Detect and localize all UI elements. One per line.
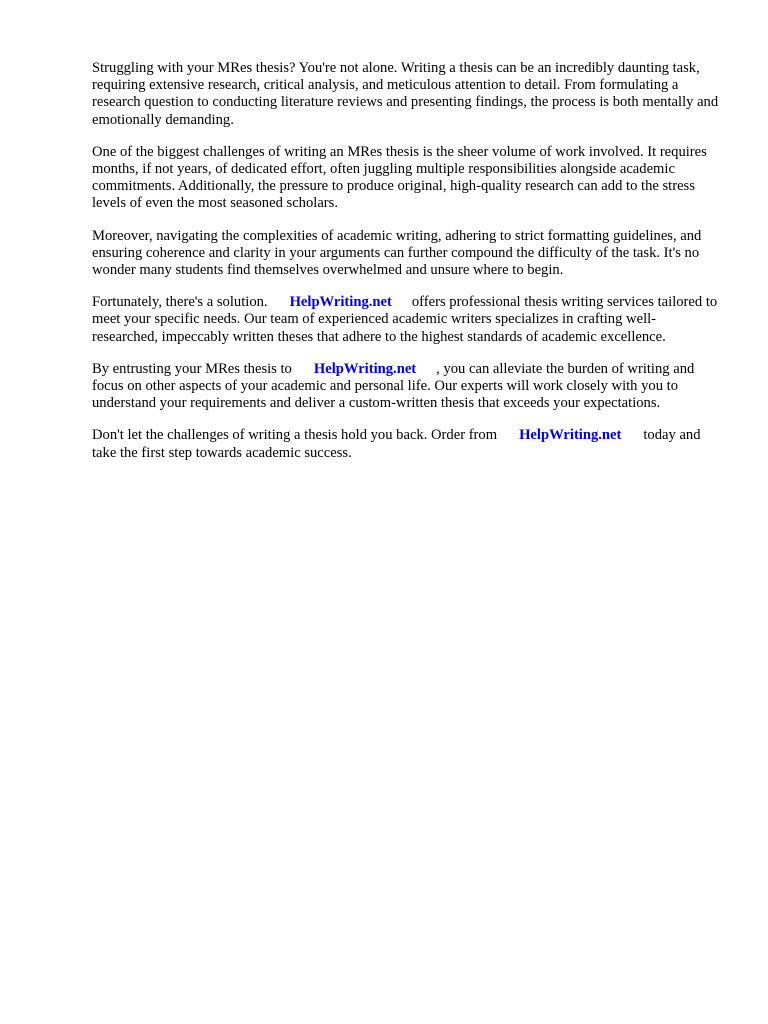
paragraph-entrusting xyxy=(92,361,722,413)
paragraph-solution xyxy=(92,294,722,346)
paragraph-cta-lead: Don't let the challenges of writing a thesis hold you back. Order from xyxy=(92,427,498,444)
helpwriting-link[interactable]: HelpWriting.net xyxy=(289,294,392,311)
paragraph-solution-lead: Fortunately, there's a solution. xyxy=(92,294,268,311)
helpwriting-link[interactable]: HelpWriting.net xyxy=(519,427,622,444)
paragraph-cta-rest: today and take the first step towards academic success. xyxy=(92,427,701,461)
paragraph-complexities: Moreover, navigating the complexities of academic writing, adhering to strict formatting guidelines, and ensuring coherence and clarity in your arguments can further compound the difficulty of the task. It's no wonder many students find themselves overwhelmed and unsure where to begin. xyxy=(92,227,702,279)
paragraph-intro: Struggling with your MRes thesis? You're not alone. Writing a thesis can be an incredibly daunting task, requiring extensive research, critical analysis, and meticulous attention to detail. From formulating a research question to conducting literature reviews and presenting findings, the process is both mentally and emotionally demanding. xyxy=(92,60,719,128)
paragraph-call-to-action xyxy=(92,427,722,461)
document-body xyxy=(92,60,722,477)
paragraph-challenges: One of the biggest challenges of writing an MRes thesis is the sheer volume of work involved. It requires months, if not years, of dedicated effort, often juggling multiple responsibilities alongside academic commitments. Additionally, the pressure to produce original, high-quality research can add to the stress levels of even the most seasoned scholars. xyxy=(92,143,707,212)
paragraph-solution-rest: offers professional thesis writing services tailored to meet your specific needs. Our team of experienced academic writers specializes in crafting well-researched, impeccably written theses that adhere to the highest standards of academic excellence. xyxy=(92,294,718,345)
helpwriting-link[interactable]: HelpWriting.net xyxy=(313,360,417,377)
paragraph-entrusting-lead: By entrusting your MRes thesis to xyxy=(92,360,292,377)
paragraph-entrusting-rest: , you can alleviate the burden of writing and focus on other aspects of your academic and personal life. Our experts will work closely with you to understand your requirements and deliver a custom-written thesis that exceeds your expectations. xyxy=(92,360,695,412)
